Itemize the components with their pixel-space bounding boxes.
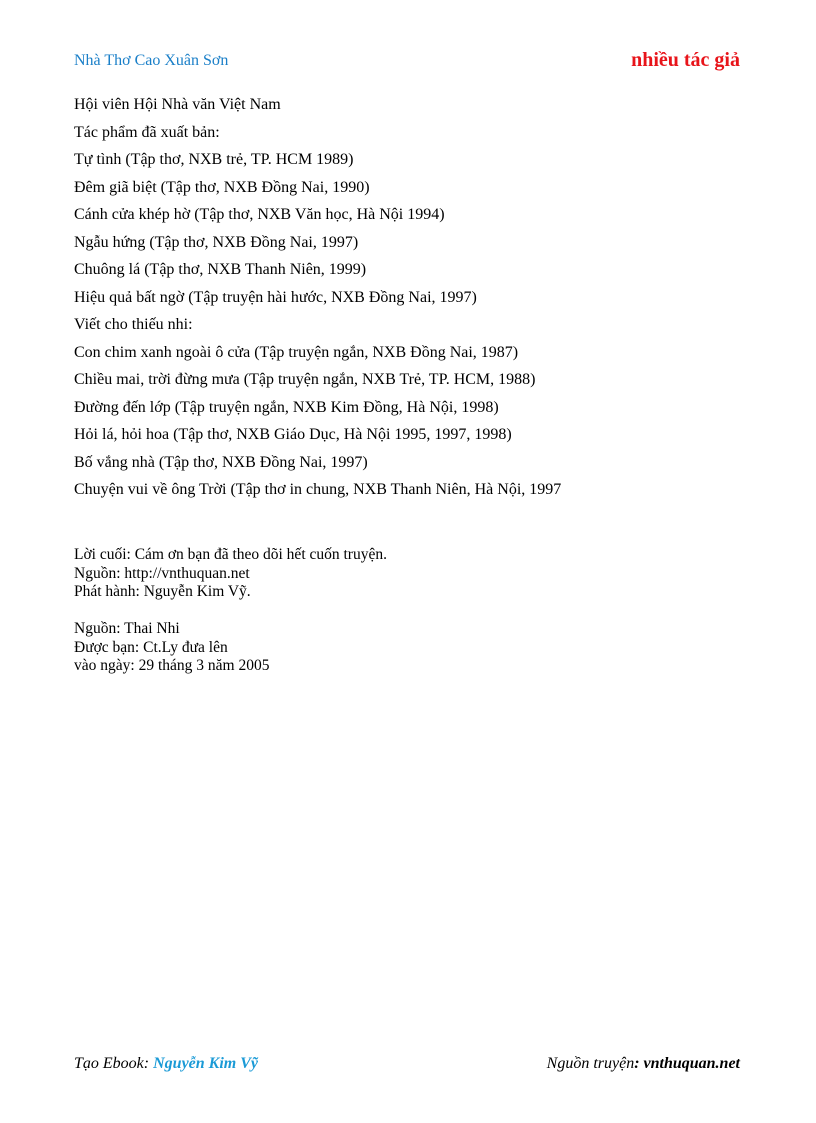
closing-notes <box>74 546 387 602</box>
bio-line: Hiệu quả bất ngờ (Tập truyện hài hước, NXB Đồng Nai, 1997) <box>74 288 477 306</box>
bio-line: Bố vắng nhà (Tập thơ, NXB Đồng Nai, 1997) <box>74 453 368 471</box>
bio-line: Chuông lá (Tập thơ, NXB Thanh Niên, 1999) <box>74 261 367 278</box>
footer-ebook-sep: : <box>143 1055 154 1072</box>
bio-line: Viết cho thiếu nhi: <box>74 316 193 333</box>
bio-line: Cánh cửa khép hờ (Tập thơ, NXB Văn học, Hà Nội 1994) <box>74 206 445 223</box>
date-line: vào ngày: 29 tháng 3 năm 2005 <box>74 657 270 674</box>
uploader-line: Được bạn: Ct.Ly đưa lên <box>74 638 228 656</box>
bio-line: Ngẫu hứng (Tập thơ, NXB Đồng Nai, 1997) <box>74 233 359 251</box>
header-author-label: nhiều tác giả <box>631 49 740 71</box>
bio-line: Hỏi lá, hỏi hoa (Tập thơ, NXB Giáo Dục, Hà Nội 1995, 1997, 1998) <box>74 426 512 443</box>
bio-line: Chiều mai, trời đừng mưa (Tập truyện ngắn, NXB Trẻ, TP. HCM, 1988) <box>74 371 536 388</box>
source-line: Nguồn: Thai Nhi <box>74 620 180 637</box>
bio-line: Chuyện vui về ông Trời (Tập thơ in chung, NXB Thanh Niên, Hà Nội, 1997 <box>74 481 562 498</box>
footer-source-sep: : <box>634 1055 644 1072</box>
source-line: Nguồn: http://vnthuquan.net <box>74 564 250 582</box>
bio-line: Tự tình (Tập thơ, NXB trẻ, TP. HCM 1989) <box>74 151 354 168</box>
footer-ebook-credit <box>74 1055 258 1073</box>
publisher-line: Phát hành: Nguyễn Kim Vỹ. <box>74 583 251 600</box>
bio-line: Hội viên Hội Nhà văn Việt Nam <box>74 96 281 113</box>
bio-line: Đường đến lớp (Tập truyện ngắn, NXB Kim Đồng, Hà Nội, 1998) <box>74 398 499 416</box>
footer-source-credit <box>547 1055 740 1073</box>
footer-ebook-label: Tạo Ebook <box>74 1055 144 1072</box>
footer-source-label: Nguồn truyện <box>546 1055 635 1072</box>
footer-ebook-name: Nguyễn Kim Vỹ <box>153 1055 258 1072</box>
closing-line: Lời cuối: Cám ơn bạn đã theo dõi hết cuốn truyện. <box>74 546 387 563</box>
bio-line: Con chim xanh ngoài ô cửa (Tập truyện ngắn, NXB Đồng Nai, 1987) <box>74 343 519 361</box>
author-bio-list <box>74 94 561 507</box>
footer-source-name: vnthuquan.net <box>643 1055 740 1072</box>
bio-line: Đêm giã biệt (Tập thơ, NXB Đồng Nai, 1990) <box>74 178 370 196</box>
upload-info <box>74 620 269 676</box>
header-book-title: Nhà Thơ Cao Xuân Sơn <box>74 52 229 69</box>
bio-line: Tác phẩm đã xuất bản: <box>74 123 220 141</box>
